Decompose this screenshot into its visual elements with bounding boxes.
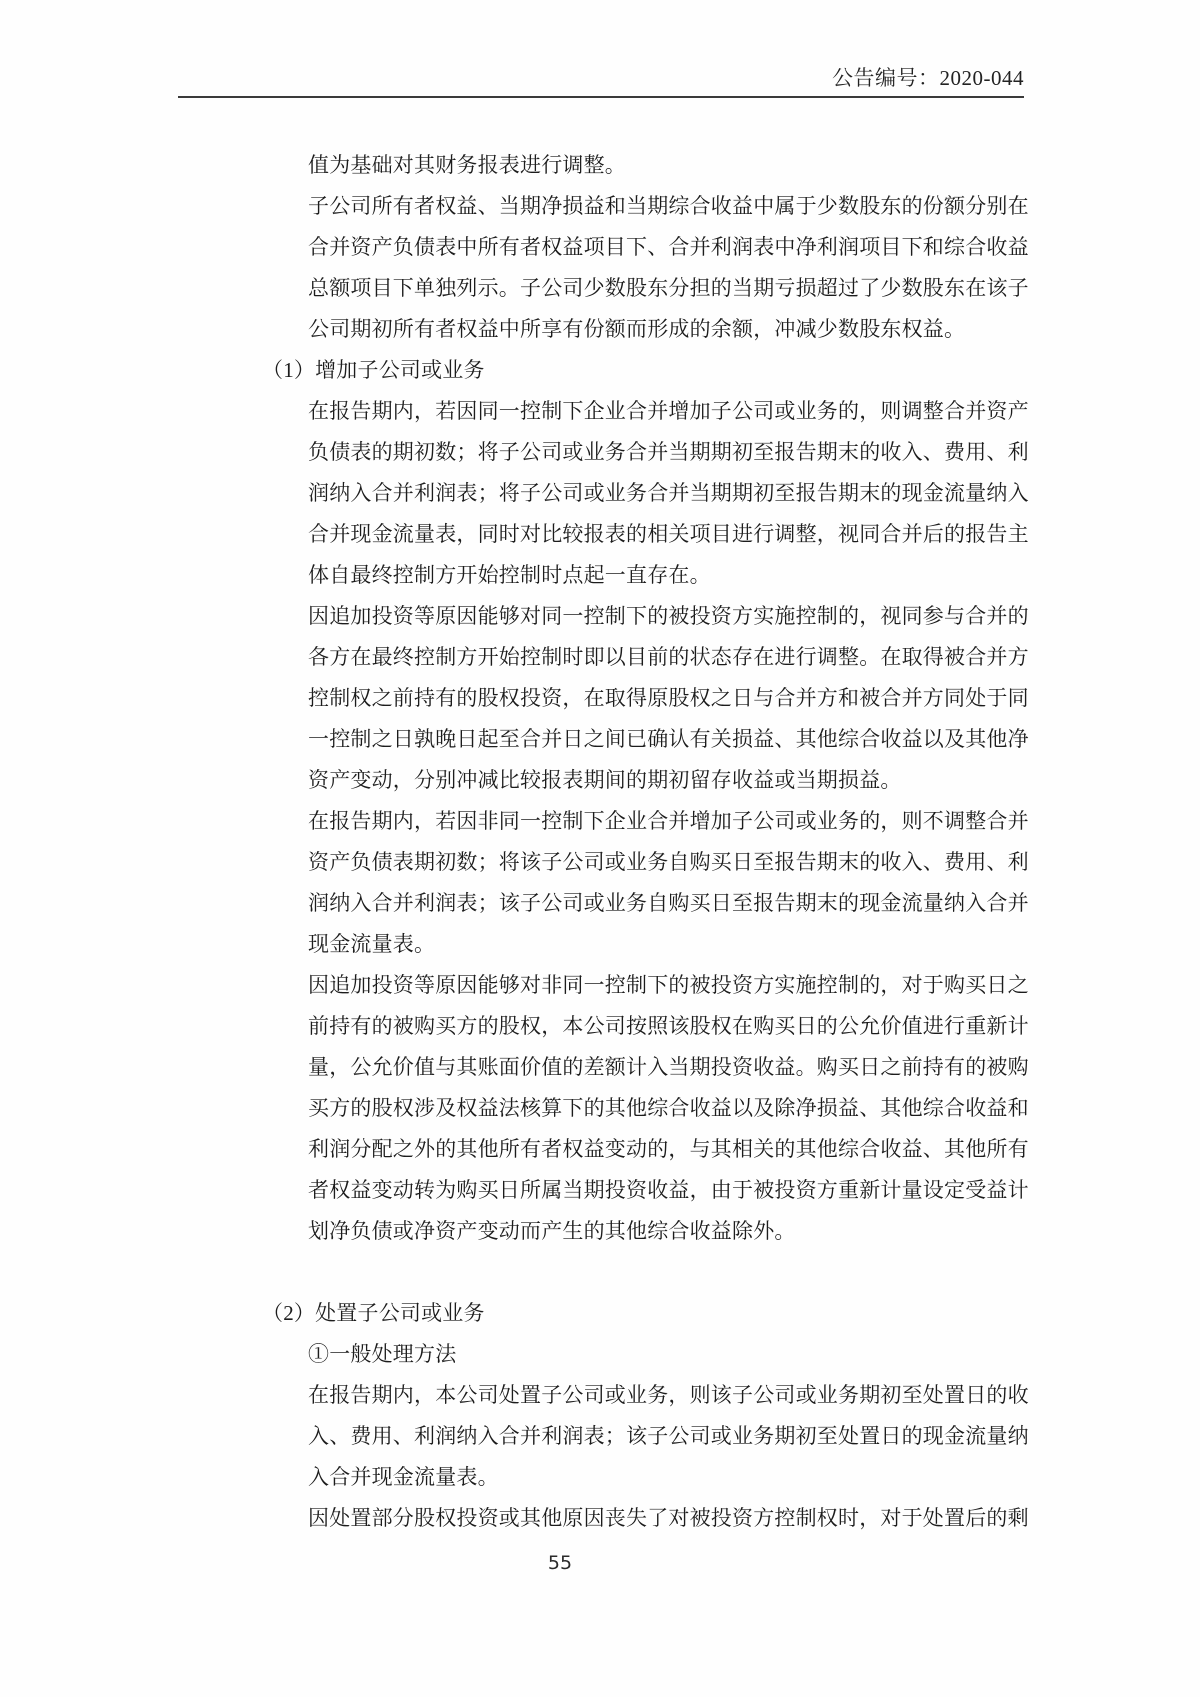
text-line: 负债表的期初数；将子公司或业务合并当期期初至报告期末的收入、费用、利 — [308, 440, 1029, 464]
text-line: 一控制之日孰晚日起至合并日之间已确认有关损益、其他综合收益以及其他净 — [308, 727, 1029, 751]
text-line: 前持有的被购买方的股权，本公司按照该股权在购买日的公允价值进行重新计 — [308, 1014, 1029, 1038]
paragraph — [262, 965, 1032, 1252]
text-line: 子公司所有者权益、当期净损益和当期综合收益中属于少数股东的份额分别在 — [308, 194, 1029, 218]
text-line: 入合并现金流量表。 — [308, 1465, 499, 1489]
paragraph-spacer — [262, 1252, 1032, 1293]
text-line: 者权益变动转为购买日所属当期投资收益，由于被投资方重新计量设定受益计 — [308, 1178, 1029, 1202]
text-line: 资产变动，分别冲减比较报表期间的期初留存收益或当期损益。 — [308, 768, 902, 792]
text-line: 润纳入合并利润表；将子公司或业务合并当期期初至报告期末的现金流量纳入 — [308, 481, 1029, 505]
text-line: 合并现金流量表，同时对比较报表的相关项目进行调整，视同合并后的报告主 — [308, 522, 1029, 546]
text-line: 因追加投资等原因能够对同一控制下的被投资方实施控制的，视同参与合并的 — [308, 604, 1029, 628]
text-line: 各方在最终控制方开始控制时即以目前的状态存在进行调整。在取得被合并方 — [308, 645, 1029, 669]
section-heading — [262, 1293, 1032, 1334]
text-line: 公司期初所有者权益中所享有份额而形成的余额，冲减少数股东权益。 — [308, 317, 966, 341]
section-heading — [262, 350, 1032, 391]
paragraph — [262, 1498, 1032, 1539]
text-line: （1）增加子公司或业务 — [262, 358, 485, 382]
paragraph — [262, 1375, 1032, 1498]
text-line: 划净负债或净资产变动而产生的其他综合收益除外。 — [308, 1219, 796, 1243]
announcement-number: 公告编号：2020-044 — [832, 66, 1024, 90]
text-line: 总额项目下单独列示。子公司少数股东分担的当期亏损超过了少数股东在该子 — [308, 276, 1029, 300]
text-line: 在报告期内，若因同一控制下企业合并增加子公司或业务的，则调整合并资产 — [308, 399, 1029, 423]
paragraph — [262, 596, 1032, 801]
text-line: 现金流量表。 — [308, 932, 436, 956]
paragraph — [262, 186, 1032, 350]
text-line: （2）处置子公司或业务 — [262, 1301, 485, 1325]
text-line: 利润分配之外的其他所有者权益变动的，与其相关的其他综合收益、其他所有 — [308, 1137, 1029, 1161]
text-line: 资产负债表期初数；将该子公司或业务自购买日至报告期末的收入、费用、利 — [308, 850, 1029, 874]
text-line: 控制权之前持有的股权投资，在取得原股权之日与合并方和被合并方同处于同 — [308, 686, 1029, 710]
paragraph — [262, 391, 1032, 596]
text-line: 体自最终控制方开始控制时点起一直存在。 — [308, 563, 711, 587]
document-body — [262, 145, 1032, 1539]
text-line: 值为基础对其财务报表进行调整。 — [308, 153, 626, 177]
text-line: 因追加投资等原因能够对非同一控制下的被投资方实施控制的，对于购买日之 — [308, 973, 1029, 997]
page-number: 55 — [547, 1552, 573, 1574]
paragraph — [262, 801, 1032, 965]
paragraph — [262, 145, 1032, 186]
text-line: 买方的股权涉及权益法核算下的其他综合收益以及除净损益、其他综合收益和 — [308, 1096, 1029, 1120]
text-line: 量，公允价值与其账面价值的差额计入当期投资收益。购买日之前持有的被购 — [308, 1055, 1029, 1079]
text-line: 润纳入合并利润表；该子公司或业务自购买日至报告期末的现金流量纳入合并 — [308, 891, 1029, 915]
text-line: 在报告期内，若因非同一控制下企业合并增加子公司或业务的，则不调整合并 — [308, 809, 1029, 833]
text-line: 在报告期内，本公司处置子公司或业务，则该子公司或业务期初至处置日的收 — [308, 1383, 1029, 1407]
header-rule — [178, 96, 1024, 98]
text-line: 合并资产负债表中所有者权益项目下、合并利润表中净利润项目下和综合收益 — [308, 235, 1029, 259]
text-line: ①一般处理方法 — [308, 1342, 457, 1366]
text-line: 入、费用、利润纳入合并利润表；该子公司或业务期初至处置日的现金流量纳 — [308, 1424, 1029, 1448]
text-line: 因处置部分股权投资或其他原因丧失了对被投资方控制权时，对于处置后的剩 — [308, 1506, 1029, 1530]
subsection-heading — [262, 1334, 1032, 1375]
